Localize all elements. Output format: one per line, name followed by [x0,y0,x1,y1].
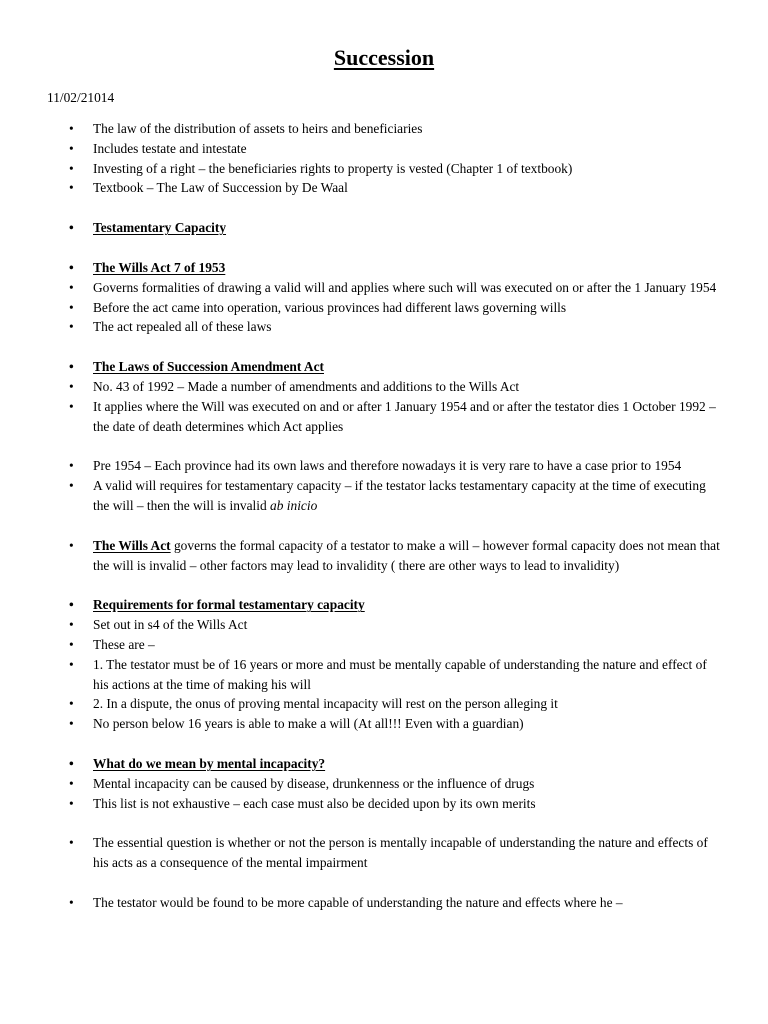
formal-capacity-lead: The Wills Act [93,537,171,553]
section-heading-testamentary-capacity: • Testamentary Capacity [0,218,723,238]
list-item: • Textbook – The Law of Succession by De Waal [0,178,723,198]
valid-will-text: A valid will requires for testamentary capacity – if the testator lacks testamentary capacity at the time of executing the will – then the will is invalid [93,478,706,513]
list-item: • The law of the distribution of assets to heirs and beneficiaries [0,119,723,139]
section-heading-requirements: • Requirements for formal testamentary capacity [0,595,723,615]
spacer [0,436,768,456]
list-item: • Set out in s4 of the Wills Act [0,615,723,635]
list-item: • The testator would be found to be more capable of understanding the nature and effects where he – [0,893,723,913]
formal-capacity-text: governs the formal capacity of a testator to make a will – however formal capacity does not mean that the will is invalid – other factors may lead to invalidity ( there are other ways to lead to invalidity) [93,537,720,573]
list-item: • The essential question is whether or not the person is mentally incapable of understanding the nature and effects of his acts as a consequence of the mental impairment [0,833,723,873]
list-item: • It applies where the Will was executed on and or after 1 January 1954 and or after the testator dies 1 October 1992 – the date of death determines which Act applies [0,397,723,437]
list-item: • Mental incapacity can be caused by disease, drunkenness or the influence of drugs [0,774,723,794]
section-heading-amendment-act: • The Laws of Succession Amendment Act [0,357,723,377]
list-item: • The act repealed all of these laws [0,317,723,337]
document-title: Succession [333,45,435,70]
section-heading-wills-act: • The Wills Act 7 of 1953 [0,258,723,278]
spacer [0,813,768,833]
valid-will-emphasis: ab inicio [270,497,318,513]
list-item: • Includes testate and intestate [0,139,723,159]
spacer [0,575,768,595]
list-item: • These are – [0,635,723,655]
notes-list [0,119,768,913]
spacer [0,337,768,357]
list-item: • 1. The testator must be of 16 years or more and must be mentally capable of understanding the nature and effect of his actions at the time of making his will [0,655,723,695]
spacer [0,873,768,893]
list-item: • Pre 1954 – Each province had its own laws and therefore nowadays it is very rare to have a case prior to 1954 [0,456,723,476]
list-item-formal-capacity [0,536,723,576]
list-item: • No. 43 of 1992 – Made a number of amendments and additions to the Wills Act [0,377,723,397]
spacer [0,238,768,258]
list-item: • Governs formalities of drawing a valid will and applies where such will was executed on or after the 1 January 1954 [0,278,723,298]
list-item: • 2. In a dispute, the onus of proving mental incapacity will rest on the person alleging it [0,694,723,714]
spacer [0,198,768,218]
spacer [0,734,768,754]
list-item: • Before the act came into operation, various provinces had different laws governing wills [0,298,723,318]
list-item: • Investing of a right – the beneficiaries rights to property is vested (Chapter 1 of textbook) [0,159,723,179]
document-date: 11/02/21014 [47,90,115,105]
list-item-valid-will [0,476,723,516]
section-heading-mental-incapacity: • What do we mean by mental incapacity? [0,754,723,774]
spacer [0,516,768,536]
list-item: • No person below 16 years is able to make a will (At all!!! Even with a guardian) [0,714,723,734]
list-item: • This list is not exhaustive – each case must also be decided upon by its own merits [0,794,723,814]
